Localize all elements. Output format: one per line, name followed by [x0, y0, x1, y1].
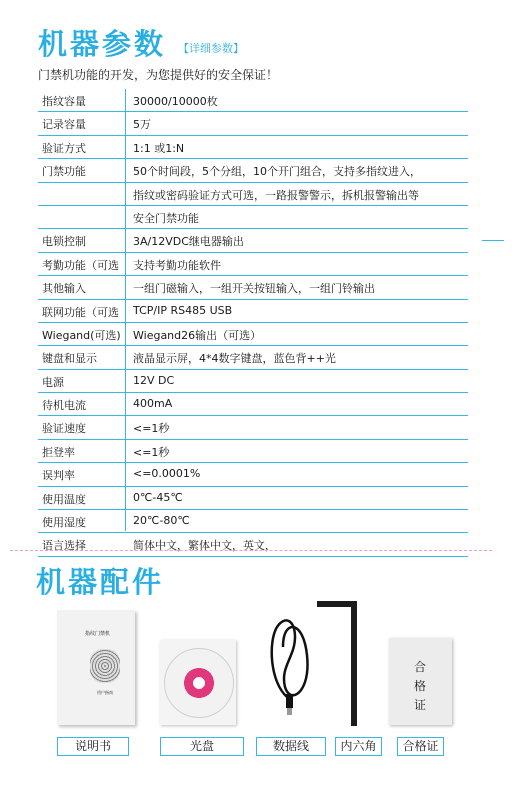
- spec-value: <=0.0001%: [133, 467, 201, 481]
- spec-row: [38, 112, 468, 135]
- spec-row: [38, 253, 468, 276]
- spec-key: 验证方式: [42, 141, 86, 155]
- spec-key: 其他输入: [42, 282, 86, 296]
- spec-key: 考勤功能（可选: [42, 258, 119, 272]
- spec-key: 门禁功能: [42, 165, 86, 179]
- label-cd: 光盘: [160, 737, 244, 756]
- spec-row: [38, 89, 468, 112]
- spec-value: 0℃-45℃: [133, 490, 183, 504]
- spec-table-divider: [125, 89, 126, 531]
- fingerprint-icon: [90, 649, 120, 683]
- spec-value: 20℃-80℃: [133, 514, 190, 528]
- detail-tag: 【详细参数】: [178, 42, 244, 55]
- spec-key: 使用湿度: [42, 516, 86, 530]
- manual-image: [57, 610, 135, 725]
- spec-key: Wiegand(可选): [42, 328, 121, 342]
- label-cable: 数据线: [256, 737, 326, 756]
- hex-wrench-icon: [313, 597, 365, 732]
- spec-value: 液晶显示屏，4*4数字键盘，蓝色背++光: [133, 352, 336, 366]
- spec-value: <=1秒: [133, 445, 170, 459]
- spec-row: [38, 510, 468, 533]
- spec-row: [38, 159, 468, 182]
- intro-text: 门禁机功能的开发，为您提供好的安全保证！: [38, 68, 279, 82]
- spec-row: [38, 416, 468, 439]
- spec-value: 400mA: [133, 397, 173, 411]
- certificate-text: 合格证: [413, 660, 426, 712]
- spec-row: [38, 440, 468, 463]
- spec-value: 50个时间段，5个分组，10个开门组合，支持多指纹进入，: [133, 165, 421, 179]
- spec-value: 支持考勤功能软件: [133, 258, 221, 272]
- spec-value: 12V DC: [133, 373, 175, 387]
- spec-table: [38, 89, 468, 557]
- label-certificate: 合格证: [397, 737, 444, 756]
- spec-row: [38, 463, 468, 486]
- spec-value: 30000/10000枚: [133, 95, 218, 108]
- spec-key: 键盘和显示: [42, 352, 97, 366]
- section-divider: [10, 550, 492, 551]
- spec-value: Wiegand26输出（可选）: [133, 328, 262, 342]
- usb-cable-icon: [265, 612, 320, 732]
- spec-value: 指纹或密码验证方式可选，一路报警警示，拆机报警输出等: [133, 188, 419, 202]
- spec-key: 电源: [42, 375, 64, 389]
- spec-key: 误判率: [42, 469, 75, 483]
- spec-row: [38, 533, 468, 556]
- manual-cover-footer: 用户指南: [97, 690, 113, 695]
- spec-row: [38, 300, 468, 323]
- manual-cover-title: 指纹门禁机: [85, 631, 111, 637]
- disc-icon: [164, 648, 234, 718]
- spec-value: <=1秒: [133, 422, 170, 436]
- spec-row: [38, 206, 468, 229]
- spec-row: [38, 136, 468, 159]
- spec-value: 简体中文，繁体中文，英文，: [133, 539, 276, 553]
- spec-value: 5万: [133, 118, 151, 132]
- spec-key: 使用温度: [42, 492, 86, 506]
- spec-row: [38, 346, 468, 369]
- spec-row: [38, 370, 468, 393]
- cd-image: [160, 640, 236, 725]
- spec-row: [38, 323, 468, 346]
- spec-value: TCP/IP RS485 USB: [133, 303, 233, 317]
- spec-row: [38, 183, 468, 206]
- spec-key: 电锁控制: [42, 235, 86, 249]
- spec-key: 拒登率: [42, 445, 75, 459]
- spec-key: 记录容量: [42, 118, 86, 132]
- label-hex-wrench: 内六角: [335, 737, 382, 756]
- side-accent-line: [482, 240, 504, 241]
- spec-value: 1:1 或1:N: [133, 141, 185, 155]
- spec-value: 一组门磁输入，一组开关按钮输入，一组门铃输出: [133, 282, 375, 296]
- accessories-title: 机器配件: [36, 565, 165, 599]
- spec-row: [38, 229, 468, 252]
- page-title: 机器参数: [38, 27, 167, 61]
- spec-key: 验证速度: [42, 422, 86, 436]
- spec-row: [38, 276, 468, 299]
- spec-value: 安全门禁功能: [133, 211, 199, 225]
- spec-value: 3A/12VDC继电器输出: [133, 235, 244, 249]
- spec-key: 待机电流: [42, 399, 86, 413]
- spec-row: [38, 393, 468, 416]
- spec-key: 联网功能（可选: [42, 305, 119, 319]
- certificate-image: [389, 638, 452, 725]
- spec-row: [38, 487, 468, 510]
- label-manual: 说明书: [57, 737, 129, 756]
- spec-key: 语言选择: [42, 539, 86, 553]
- spec-key: 指纹容量: [42, 95, 86, 108]
